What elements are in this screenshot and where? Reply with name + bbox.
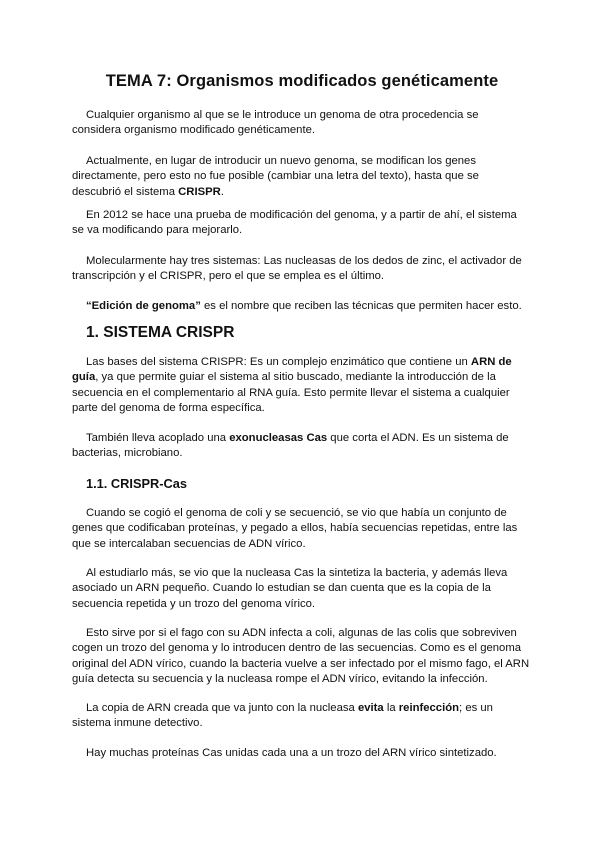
bold-term: reinfección	[398, 702, 460, 714]
paragraph	[72, 299, 530, 314]
paragraph-text: También lleva acoplado una	[86, 432, 230, 444]
paragraph	[72, 431, 530, 462]
paragraph	[72, 154, 530, 200]
paragraph-text: En 2012 se hace una prueba de modificación del genoma, y a partir de ahí, el sistema se va modificando para mejorarlo.	[72, 209, 517, 237]
paragraph-text: .	[220, 185, 224, 198]
paragraph	[72, 746, 530, 761]
paragraph-text: Actualmente, en lugar de introducir un nuevo genoma, se modifican los genes directamente, pero esto no fue posible (cambiar una letra del texto), hasta que se descubrió el sistema	[72, 155, 479, 198]
paragraph-text: que corta el ADN. Es un sistema de bacterias, microbiano.	[72, 432, 509, 460]
paragraph-text: la	[383, 702, 399, 714]
bold-term: “Edición de genoma”	[86, 300, 201, 312]
paragraph-text: La copia de ARN creada que va junto con la nucleasa	[86, 702, 358, 714]
paragraph	[72, 701, 530, 732]
section-heading: 1. SISTEMA CRISPR	[86, 324, 235, 341]
paragraph-text: es el nombre que reciben las técnicas que permiten hacer esto.	[200, 300, 522, 312]
paragraph-text: Esto sirve por si el fago con su ADN infecta a coli, algunas de las colis que sobreviven cogen un trozo del genoma y lo introducen dentro de las secuencias. Como es el genoma original del ADN vírico, cuando la bacteria vuelve a ser infectado por el mismo fago, el ARN guía detecta su secuencia y la nucleasa rompe el ADN vírico, evitando la infección.	[72, 627, 530, 685]
subsection-heading: 1.1. CRISPR-Cas	[86, 476, 187, 491]
paragraph	[72, 254, 530, 285]
paragraph-text: , ya que permite guiar el sistema al sitio buscado, mediante la introducción de la secuencia en el complementario al RNA guía. Esto permite llevar el sistema a cualquier parte del genoma de forma específica.	[72, 371, 510, 414]
bold-term: exonucleasas Cas	[229, 432, 328, 444]
paragraph-text: ; es un sistema inmune detectivo.	[72, 702, 493, 730]
paragraph	[72, 208, 530, 239]
bold-term: CRISPR	[178, 185, 221, 198]
paragraph-text: Molecularmente hay tres sistemas: Las nucleasas de los dedos de zinc, el activador de transcripción y el CRISPR, pero el que se emplea es el último.	[72, 255, 522, 283]
paragraph	[72, 626, 530, 687]
paragraph-text: Al estudiarlo más, se vio que la nucleasa Cas la sintetiza la bacteria, y además lleva asociado un ARN pequeño. Cuando lo estudian se dan cuenta que es la copia de la secuencia repetida y un trozo del genoma vírico.	[72, 567, 508, 610]
paragraph-text: Hay muchas proteínas Cas unidas cada una a un trozo del ARN vírico sintetizado.	[86, 747, 497, 759]
bold-term: ARN de guía	[72, 356, 512, 384]
paragraph	[72, 108, 530, 139]
paragraph	[72, 506, 530, 552]
paragraph	[72, 355, 530, 416]
bold-term: evita	[357, 702, 384, 714]
paragraph	[72, 566, 530, 612]
paragraph-text: Las bases del sistema CRISPR: Es un complejo enzimático que contiene un	[86, 356, 471, 368]
page-title: TEMA 7: Organismos modificados genéticamente	[105, 72, 499, 90]
paragraph-text: Cualquier organismo al que se le introduce un genoma de otra procedencia se considera organismo modificado genéticamente.	[72, 109, 479, 137]
paragraph-text: Cuando se cogió el genoma de coli y se secuenció, se vio que había un conjunto de genes que codificaban proteínas, y pegado a ellos, había secuencias repetidas, entre las que se intercalaban secuencias de ADN vírico.	[72, 507, 518, 550]
